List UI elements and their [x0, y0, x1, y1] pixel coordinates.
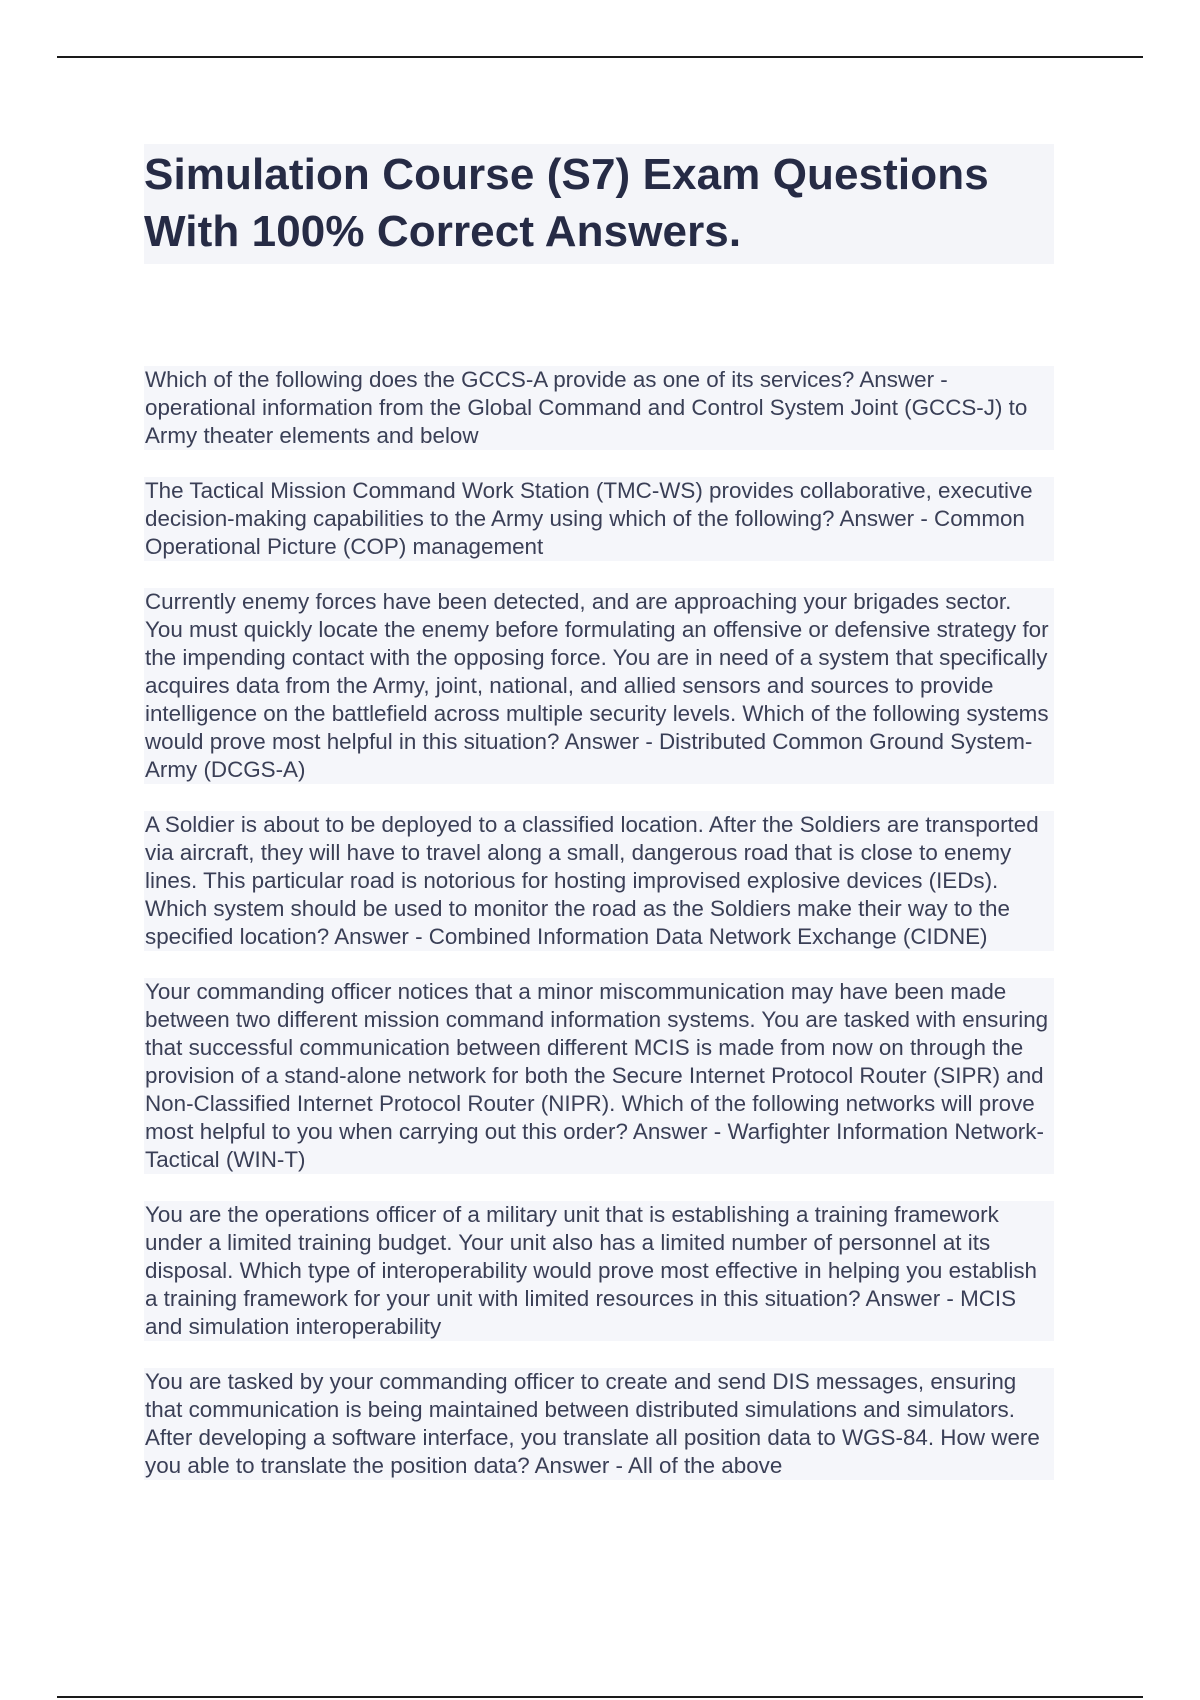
qa-item: The Tactical Mission Command Work Station (TMC-WS) provides collaborative, executive decision-making capabilities to the Army using which of the following? Answer - Common Operational Picture (COP) management [144, 477, 1054, 561]
qa-list [144, 366, 1054, 1507]
qa-item: Which of the following does the GCCS-A provide as one of its services? Answer - operational information from the Global Command and Control System Joint (GCCS-J) to Army theater elements and below [144, 366, 1054, 450]
document-title: Simulation Course (S7) Exam Questions With 100% Correct Answers. [144, 150, 989, 256]
qa-item: Currently enemy forces have been detected, and are approaching your brigades sector. You must quickly locate the enemy before formulating an offensive or defensive strategy for the impending contact with the opposing force. You are in need of a system that specifically acquires data from the Army, joint, national, and allied sensors and sources to provide intelligence on the battlefield across multiple security levels. Which of the following systems would prove most helpful in this situation? Answer - Distributed Common Ground System-Army (DCGS-A) [144, 588, 1054, 784]
title-block [144, 144, 1054, 264]
qa-item: You are the operations officer of a military unit that is establishing a training framework under a limited training budget. Your unit also has a limited number of personnel at its disposal. Which type of interoperability would prove most effective in helping you establish a training framework for your unit with limited resources in this situation? Answer - MCIS and simulation interoperability [144, 1201, 1054, 1341]
top-divider [57, 56, 1143, 58]
qa-item: Your commanding officer notices that a minor miscommunication may have been made between two different mission command information systems. You are tasked with ensuring that successful communication between different MCIS is made from now on through the provision of a stand-alone network for both the Secure Internet Protocol Router (SIPR) and Non-Classified Internet Protocol Router (NIPR). Which of the following networks will prove most helpful to you when carrying out this order? Answer - Warfighter Information Network-Tactical (WIN-T) [144, 978, 1054, 1174]
bottom-divider [57, 1696, 1143, 1698]
qa-item: You are tasked by your commanding officer to create and send DIS messages, ensuring that communication is being maintained between distributed simulations and simulators. After developing a software interface, you translate all position data to WGS-84. How were you able to translate the position data? Answer - All of the above [144, 1368, 1054, 1480]
qa-item: A Soldier is about to be deployed to a classified location. After the Soldiers are transported via aircraft, they will have to travel along a small, dangerous road that is close to enemy lines. This particular road is notorious for hosting improvised explosive devices (IEDs). Which system should be used to monitor the road as the Soldiers make their way to the specified location? Answer - Combined Information Data Network Exchange (CIDNE) [144, 811, 1054, 951]
